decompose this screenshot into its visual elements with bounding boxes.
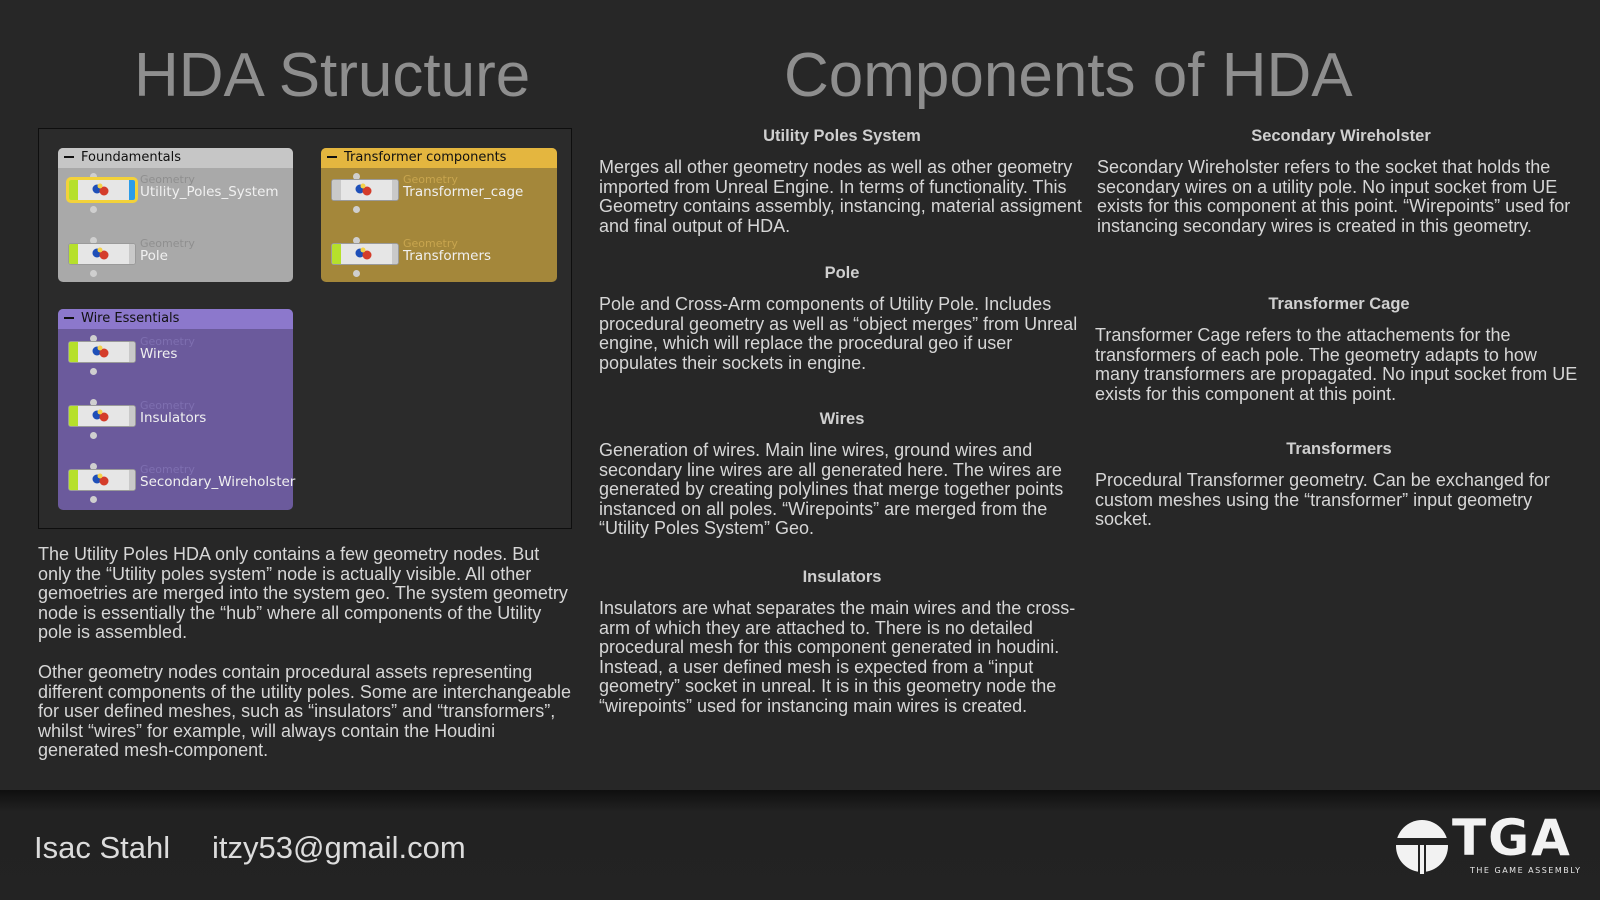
node-pole[interactable]	[60, 237, 290, 277]
geometry-node-icon	[91, 345, 111, 359]
geometry-node-icon	[91, 183, 111, 197]
node-name-label: Transformers	[403, 248, 492, 264]
heading-transformer-cage: Transformer Cage	[1268, 295, 1410, 313]
node-body[interactable]	[331, 243, 399, 265]
node-name-label: Transformer_cage	[403, 184, 524, 200]
hda-description-paragraph-2: Other geometry nodes contain procedural assets representing different components of the utility poles. Some are interchangeable for user defined meshes, such as “insulators” and “transformers”, whilst “wires” for example, will always contain the Houdini generated mesh-component.	[38, 662, 571, 760]
node-name-label: Insulators	[140, 410, 207, 426]
node-type-label: Geometry	[140, 237, 195, 250]
text-secondary-wireholster: Secondary Wireholster refers to the socket that holds the secondary wires on a utility pole. No input socket from UE exists for this component at this point. “Wirepoints” used for instancing secondary wires is created in this geometry.	[1097, 157, 1571, 236]
render-flag[interactable]	[129, 244, 135, 264]
display-flag[interactable]	[332, 244, 341, 264]
tga-logo	[1394, 809, 1582, 876]
author-email[interactable]: itzy53@gmail.com	[212, 830, 466, 865]
display-flag[interactable]	[69, 342, 78, 362]
text-transformer-cage: Transformer Cage refers to the attachements for the transformers of each pole. The geometry adapts to how many transformers are propagated. No input socket from UE exists for this component at this point.	[1095, 325, 1578, 404]
tga-logo-tagline: THE GAME ASSEMBLY	[1470, 866, 1582, 875]
render-flag[interactable]	[129, 342, 135, 362]
node-name-label: Utility_Poles_System	[140, 184, 279, 200]
collapse-icon[interactable]	[64, 317, 74, 319]
node-wires[interactable]	[60, 335, 290, 375]
display-flag[interactable]	[69, 470, 78, 490]
network-box-header[interactable]	[58, 148, 293, 168]
node-body[interactable]	[68, 469, 136, 491]
collapse-icon[interactable]	[327, 156, 337, 158]
text-transformers: Procedural Transformer geometry. Can be exchanged for custom meshes using the “transformer” input geometry socket.	[1095, 470, 1550, 529]
author-name: Isac Stahl	[34, 830, 171, 865]
network-box-transformer-components[interactable]	[321, 148, 557, 282]
page-title-components: Components of HDA	[784, 41, 1353, 110]
node-insulators[interactable]	[60, 399, 290, 439]
node-graph-panel	[38, 128, 572, 529]
output-connector[interactable]	[90, 432, 97, 439]
node-secondary-wireholster[interactable]	[60, 463, 296, 503]
text-utility-poles-system: Merges all other geometry nodes as well as other geometry imported from Unreal Engine. In terms of functionality. This Geometry contains assembly, instancing, material assigment and final output of HDA.	[599, 157, 1082, 236]
node-utility-poles-system[interactable]	[60, 173, 290, 213]
geometry-node-icon	[91, 473, 111, 487]
output-connector[interactable]	[353, 270, 360, 277]
render-flag[interactable]	[129, 180, 135, 200]
node-type-label: Geometry	[403, 173, 458, 186]
output-connector[interactable]	[90, 496, 97, 503]
output-connector[interactable]	[90, 206, 97, 213]
heading-secondary-wireholster: Secondary Wireholster	[1251, 127, 1431, 145]
node-body[interactable]	[68, 179, 136, 201]
node-type-label: Geometry	[140, 463, 195, 476]
geometry-node-icon	[91, 409, 111, 423]
node-name-label: Pole	[140, 248, 168, 264]
collapse-icon[interactable]	[64, 156, 74, 158]
display-flag[interactable]	[69, 244, 78, 264]
node-type-label: Geometry	[140, 335, 195, 348]
network-box-wire-essentials[interactable]	[58, 309, 296, 510]
geometry-node-icon	[354, 183, 374, 197]
network-box-label: Foundamentals	[81, 150, 182, 165]
heading-pole: Pole	[824, 264, 860, 282]
node-body[interactable]	[68, 243, 136, 265]
node-body[interactable]	[68, 405, 136, 427]
text-pole: Pole and Cross-Arm components of Utility Pole. Includes procedural geometry as well as “object merges” from Unreal engine, which will replace the procedural geo if user populates their sockets in engine.	[599, 294, 1078, 373]
network-box-header[interactable]	[58, 309, 293, 329]
node-type-label: Geometry	[403, 237, 458, 250]
display-flag[interactable]	[69, 180, 78, 200]
text-wires: Generation of wires. Main line wires, ground wires and secondary line wires are all generated here. The wires are generated by creating polylines that merge together points instanced on all poles. “Wirepoints” are merged from the “Utility Poles System” Geo.	[599, 440, 1064, 538]
footer-bar	[0, 790, 1600, 900]
node-type-label: Geometry	[140, 399, 195, 412]
heading-wires: Wires	[819, 410, 865, 428]
network-box-foundamentals[interactable]	[58, 148, 293, 282]
node-transformers[interactable]	[323, 237, 553, 277]
render-flag[interactable]	[129, 470, 135, 490]
tga-logo-icon	[1394, 818, 1450, 874]
geometry-node-icon	[354, 247, 374, 261]
render-flag[interactable]	[129, 406, 135, 426]
display-flag[interactable]	[69, 406, 78, 426]
geometry-node-icon	[91, 247, 111, 261]
heading-insulators: Insulators	[802, 568, 882, 586]
node-name-label: Secondary_Wireholster	[140, 474, 296, 490]
node-name-label: Wires	[140, 346, 178, 362]
heading-transformers: Transformers	[1286, 440, 1392, 458]
page-title-hda-structure: HDA Structure	[134, 41, 531, 110]
heading-utility-poles-system: Utility Poles System	[763, 127, 921, 145]
network-box-header[interactable]	[321, 148, 557, 168]
node-transformer-cage[interactable]	[323, 173, 553, 213]
network-box-label: Wire Essentials	[81, 311, 180, 326]
node-type-label: Geometry	[140, 173, 195, 186]
output-connector[interactable]	[353, 206, 360, 213]
output-connector[interactable]	[90, 270, 97, 277]
hda-description-paragraph-1: The Utility Poles HDA only contains a few geometry nodes. But only the “Utility poles system” node is actually visible. All other gemoetries are merged into the system geo. The system geometry node is essentially the “hub” where all components of the Utility pole is assembled.	[38, 544, 568, 642]
network-box-label: Transformer components	[344, 150, 507, 165]
node-body[interactable]	[68, 341, 136, 363]
output-connector[interactable]	[90, 368, 97, 375]
text-insulators: Insulators are what separates the main wires and the cross-arm of which they are attached to. There is no detailed procedural mesh for this component generated in houdini. Instead, a user defined mesh is expected from a “input geometry” socket in unreal. It is in this geometry node the “wirepoints” used for instancing main wires is created.	[599, 598, 1076, 716]
tga-logo-letters: TGA	[1452, 809, 1572, 867]
node-body[interactable]	[331, 179, 399, 201]
render-flag[interactable]	[392, 244, 398, 264]
display-flag[interactable]	[332, 180, 341, 200]
render-flag[interactable]	[392, 180, 398, 200]
